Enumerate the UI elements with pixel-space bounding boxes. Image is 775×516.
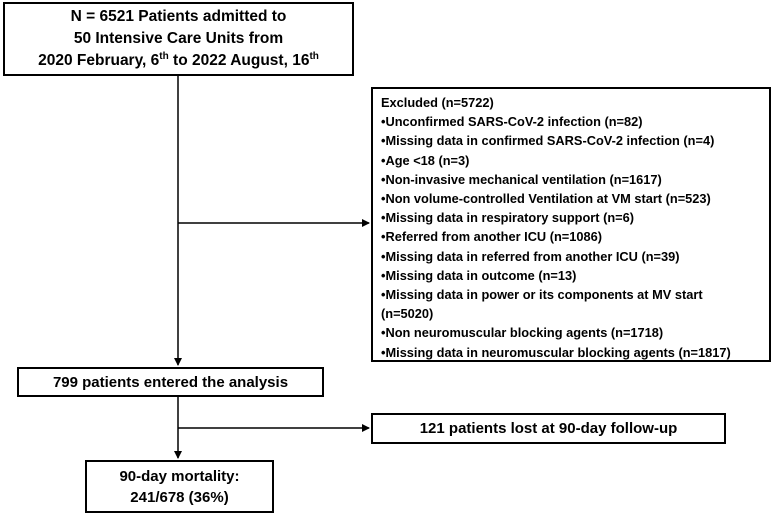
admitted-patients-box (3, 2, 354, 76)
excluded-item: •Missing data in confirmed SARS-CoV-2 infection (n=4) (381, 133, 715, 149)
excluded-item: •Missing data in neuromuscular blocking agents (n=1817) (381, 344, 731, 360)
lost-followup-label: 121 patients lost at 90-day follow-up (419, 420, 678, 437)
excluded-item: •Age <18 (n=3) (381, 152, 470, 168)
admitted-sup-1: th (159, 50, 169, 62)
excluded-item: (n=5020) (381, 306, 434, 322)
excluded-item: •Non volume-controlled Ventilation at VM start (n=523) (381, 191, 711, 207)
excluded-item: •Unconfirmed SARS-CoV-2 infection (n=82) (381, 114, 643, 130)
excluded-item: •Non neuromuscular blocking agents (n=1718) (381, 325, 664, 341)
admitted-line-1: N = 6521 Patients admitted to (70, 8, 287, 25)
excluded-item: •Missing data in power or its components at MV start (381, 287, 703, 303)
excluded-box (371, 87, 771, 362)
excluded-title: Excluded (n=5722) (381, 95, 494, 110)
analysis-box (17, 367, 324, 397)
admitted-line-3 (38, 50, 319, 72)
admitted-line-2: 50 Intensive Care Units from (73, 30, 284, 47)
admitted-line-3-start: 2020 February, 6 (38, 52, 160, 69)
excluded-item: •Missing data in referred from another ICU (n=39) (381, 248, 680, 264)
excluded-item: •Missing data in respiratory support (n=6) (381, 210, 634, 226)
mortality-box (85, 460, 274, 513)
lost-followup-box (371, 413, 726, 444)
excluded-item: •Non-invasive mechanical ventilation (n=1617) (381, 171, 662, 187)
admitted-line-3-end: to 2022 August, 16 (168, 52, 310, 69)
admitted-sup-2: th (309, 50, 319, 62)
mortality-line-1: 90-day mortality: (119, 467, 240, 485)
mortality-line-2: 241/678 (36%) (130, 488, 229, 506)
excluded-item: •Missing data in outcome (n=13) (381, 267, 577, 283)
excluded-item: •Referred from another ICU (n=1086) (381, 229, 603, 245)
analysis-label: 799 patients entered the analysis (52, 373, 289, 391)
